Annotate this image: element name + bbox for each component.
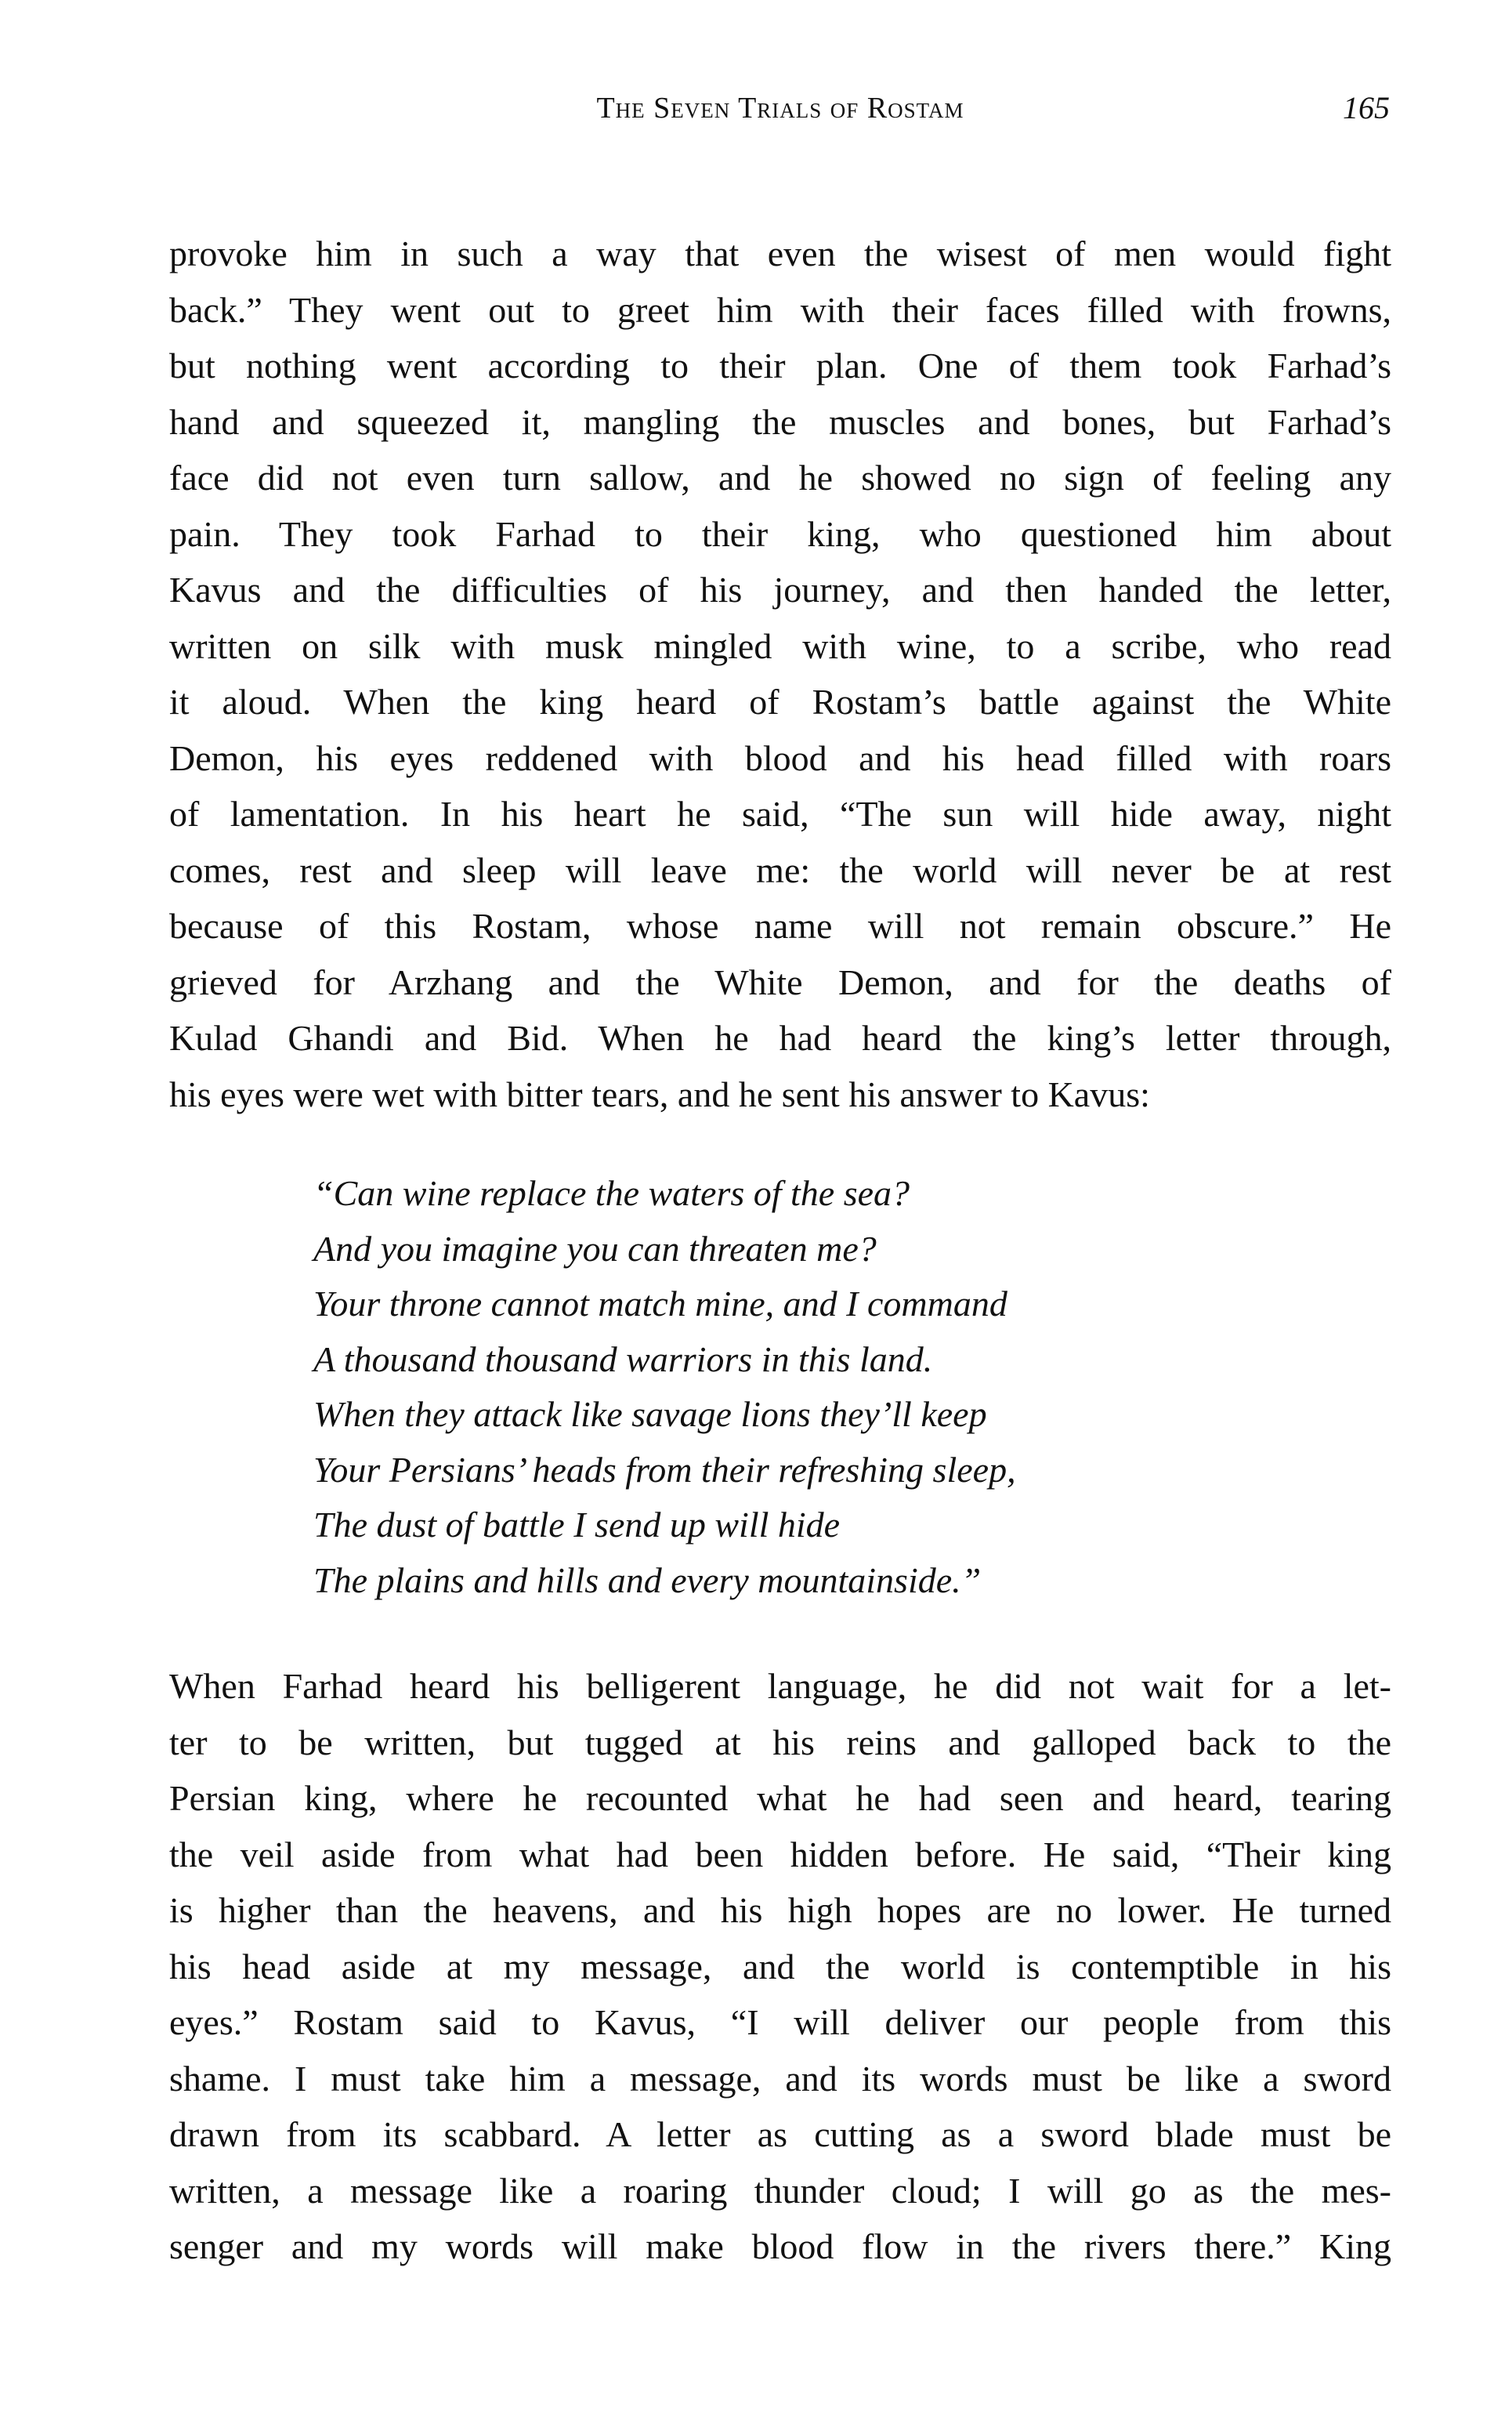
verse-line: Your Persians’ heads from their refreshing sleep, xyxy=(313,1449,1016,1490)
verse-line: And you imagine you can threaten me? xyxy=(313,1228,877,1269)
text-line: hand and squeezed it, mangling the muscles and bones, but Farhad’s xyxy=(169,401,1391,442)
verse-line: The plains and hills and every mountainside.” xyxy=(313,1559,982,1600)
text-line: Kavus and the difficulties of his journey, and then handed the letter, xyxy=(169,570,1391,610)
text-line: written, a message like a roaring thunder cloud; I will go as the mes- xyxy=(169,2170,1391,2211)
verse-line: When they attack like savage lions they’ll keep xyxy=(313,1394,987,1434)
page-header xyxy=(169,85,1391,132)
text-line: drawn from its scabbard. A letter as cutting as a sword blade must be xyxy=(169,2114,1391,2154)
text-line: back.” They went out to greet him with their faces filled with frowns, xyxy=(169,289,1391,330)
text-line: the veil aside from what had been hidden before. He said, “Their king xyxy=(169,1834,1391,1874)
text-line: Persian king, where he recounted what he had seen and heard, tearing xyxy=(169,1778,1391,1818)
text-line: Kulad Ghandi and Bid. When he had heard the king’s letter through, xyxy=(169,1018,1391,1058)
paragraph-2 xyxy=(169,1658,1391,2275)
text-line: it aloud. When the king heard of Rostam’s battle against the White xyxy=(169,682,1391,722)
text-line: his eyes were wet with bitter tears, and he sent his answer to Kavus: xyxy=(169,1074,1150,1114)
text-line: of lamentation. In his heart he said, “The sun will hide away, night xyxy=(169,794,1391,834)
paragraph-1 xyxy=(169,226,1391,1122)
text-line: senger and my words will make blood flow in the rivers there.” King xyxy=(169,2226,1391,2266)
text-line: Demon, his eyes reddened with blood and his head filled with roars xyxy=(169,737,1391,778)
text-line: is higher than the heavens, and his high hopes are no lower. He turned xyxy=(169,1890,1391,1930)
text-line: his head aside at my message, and the world is contemptible in his xyxy=(169,1946,1391,1987)
text-line: pain. They took Farhad to their king, who questioned him about xyxy=(169,513,1391,554)
text-line: eyes.” Rostam said to Kavus, “I will deliver our people from this xyxy=(169,2002,1391,2042)
text-line: face did not even turn sallow, and he showed no sign of feeling any xyxy=(169,458,1391,498)
text-line: because of this Rostam, whose name will not remain obscure.” He xyxy=(169,906,1391,946)
text-line: grieved for Arzhang and the White Demon, and for the deaths of xyxy=(169,962,1391,1002)
verse-line: A thousand thousand warriors in this land. xyxy=(313,1338,933,1379)
verse-block xyxy=(313,1166,1016,1608)
text-line: shame. I must take him a message, and its words must be like a sword xyxy=(169,2058,1391,2099)
text-line: but nothing went according to their plan. One of them took Farhad’s xyxy=(169,346,1391,386)
text-line: When Farhad heard his belligerent language, he did not wait for a let- xyxy=(169,1666,1391,1706)
page-number: 165 xyxy=(1343,90,1390,125)
verse-line: The dust of battle I send up will hide xyxy=(313,1505,841,1545)
text-line: provoke him in such a way that even the wisest of men would fight xyxy=(169,234,1391,273)
verse-line: “Can wine replace the waters of the sea? xyxy=(313,1173,910,1213)
text-line: written on silk with musk mingled with wine, to a scribe, who read xyxy=(169,625,1391,666)
text-line: ter to be written, but tugged at his reins and galloped back to the xyxy=(169,1722,1391,1762)
text-line: comes, rest and sleep will leave me: the world will never be at rest xyxy=(169,849,1391,890)
running-title: The Seven Trials of Rostam xyxy=(596,92,964,125)
verse-line: Your throne cannot match mine, and I command xyxy=(313,1284,1007,1324)
